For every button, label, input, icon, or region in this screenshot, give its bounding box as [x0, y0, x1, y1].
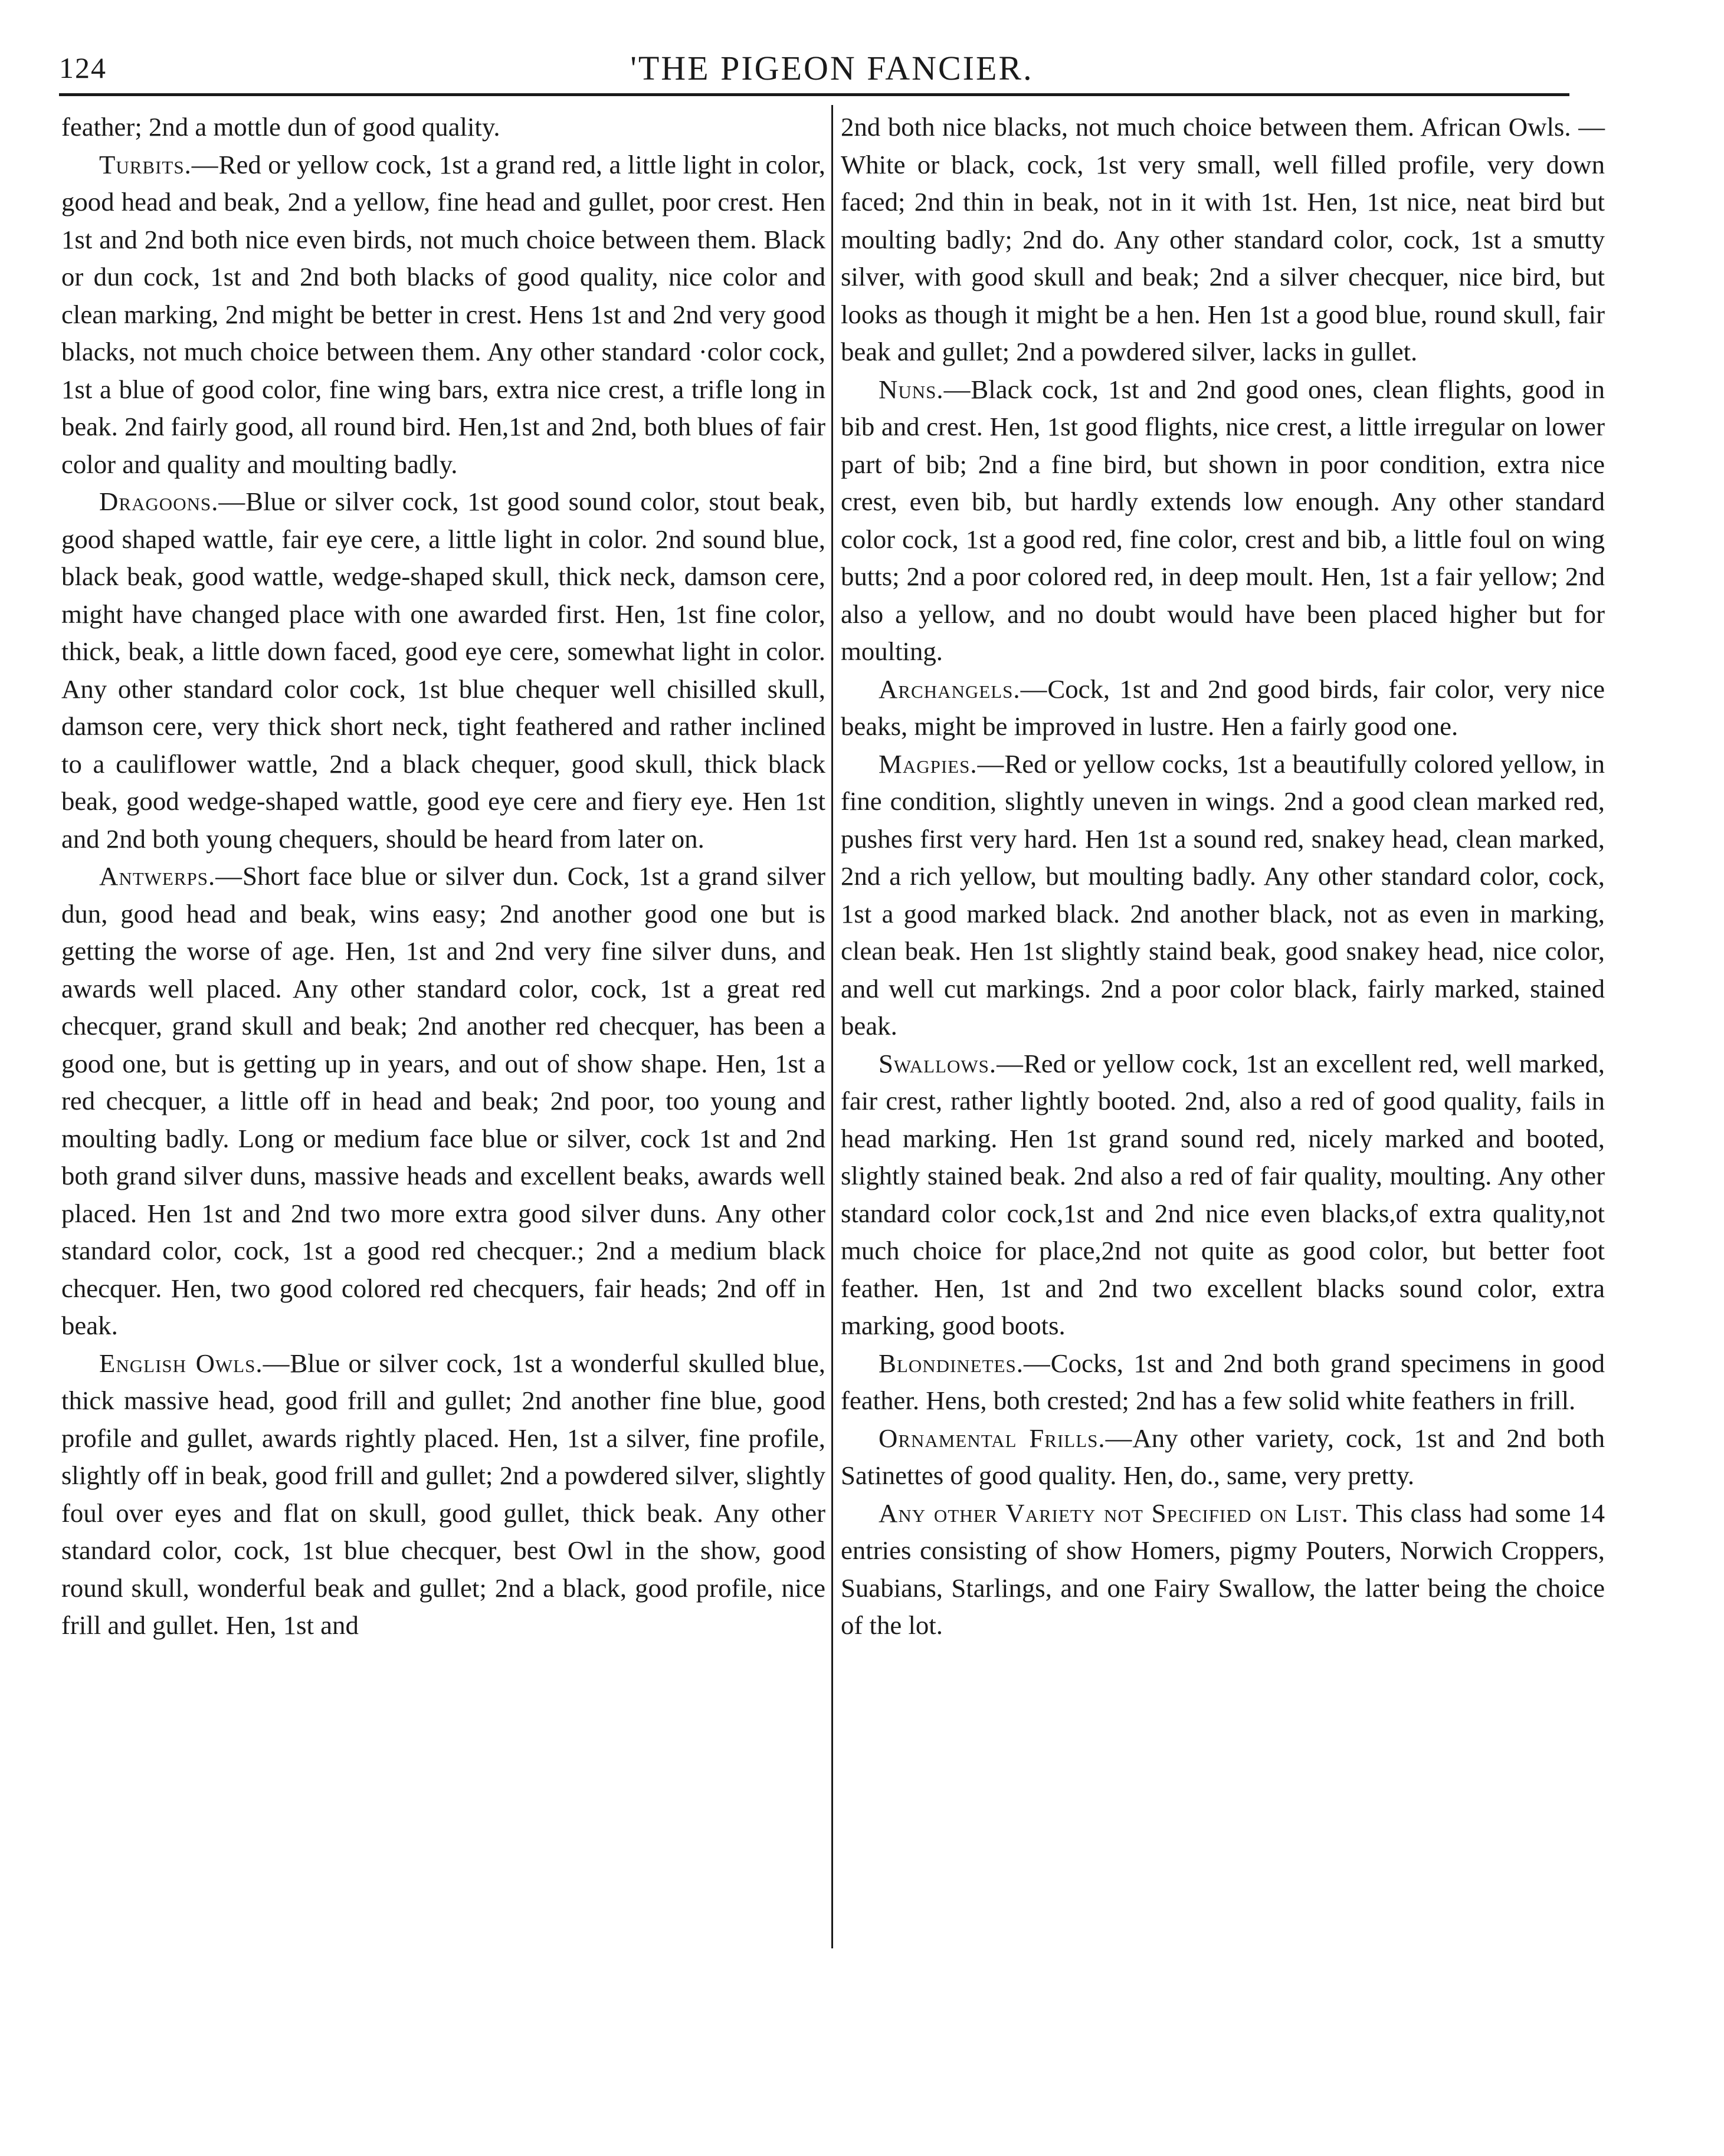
- paragraph-text-african-owls: African Owls. — White or black, cock, 1st very small, well filled profile, very down faced; 2nd thin in beak, not in it with 1st. Hen, 1st nice, neat bird but moulting badly; 2nd do. Any other standard color, cock, 1st a smutty silver, with good skull and beak; 2nd a silver checquer, nice bird, but looks as though it might be a hen. Hen 1st a good blue, round skull, fair beak and gullet; 2nd a powdered silver, lacks in gullet.: [841, 112, 1605, 366]
- paragraph-text: Cock, 1st and 2nd good birds, fair color, very nice beaks, might be improved in lustre. Hen a fairly good one.: [841, 674, 1605, 741]
- paragraph-antwerps: [61, 858, 825, 1345]
- paragraph-english-owls-continuation: [841, 109, 1605, 371]
- section-lead-nuns: Nuns.—: [879, 374, 971, 404]
- paragraph-ornamental-frills: [841, 1420, 1605, 1495]
- section-lead-magpies: Magpies.—: [879, 749, 1005, 779]
- header-rule: [59, 93, 1569, 96]
- section-lead-swallows: Swallows.—: [879, 1048, 1024, 1078]
- page-header: [59, 48, 1605, 96]
- section-lead-any-other-variety: Any other Variety not Specified on List.: [879, 1498, 1349, 1528]
- paragraph-archangels: [841, 671, 1605, 746]
- paragraph-text: This class had some 14 entries consisting of show Homers, pigmy Pouters, Norwich Croppers, Suabians, Starlings, and one Fairy Swallow, the latter being the choice of the lot.: [841, 1498, 1605, 1640]
- paragraph-text: Cocks, 1st and 2nd both grand specimens in good feather. Hens, both crested; 2nd has a few solid white feathers in frill.: [841, 1348, 1605, 1415]
- paragraph-text: Any other variety, cock, 1st and 2nd both Satinettes of good quality. Hen, do., same, very pretty.: [841, 1423, 1605, 1490]
- paragraph-text: Black cock, 1st and 2nd good ones, clean flights, good in bib and crest. Hen, 1st good flights, nice crest, a little irregular on lower part of bib; 2nd a fine bird, but shown in poor condition, extra nice crest, even bib, but hardly extends low enough. Any other standard color cock, 1st a good red, fine color, crest and bib, a little foul on wing butts; 2nd a poor colored red, in deep moult. Hen, 1st a fair yellow; 2nd also a yellow, and no doubt would have been placed higher but for moulting.: [841, 374, 1605, 666]
- section-lead-turbits: Turbits.—: [99, 149, 219, 179]
- section-lead-ornamental-frills: Ornamental Frills.—: [879, 1423, 1133, 1453]
- paragraph-blondinetes: [841, 1345, 1605, 1420]
- column-divider: [831, 105, 833, 1948]
- paragraph-text: Red or yellow cock, 1st an excellent red, well marked, fair crest, rather lightly booted. 2nd, also a red of good quality, fails in head marking. Hen 1st grand sound red, nicely marked and booted, slightly stained beak. 2nd also a red of fair quality, moulting. Any other standard color cock,1st and 2nd nice even blacks,of extra quality,not much choice for place,2nd not quite as good color, but better foot feather. Hen, 1st and 2nd two excellent blacks sound color, extra marking, good boots.: [841, 1048, 1605, 1340]
- paragraph-text: 2nd both nice blacks, not much choice between them.: [841, 112, 1415, 142]
- paragraph-turbits: [61, 146, 825, 484]
- paragraph-english-owls: [61, 1345, 825, 1645]
- section-lead-blondinetes: Blondinetes.—: [879, 1348, 1051, 1378]
- paragraph-swallows: [841, 1045, 1605, 1345]
- running-title: 'THE PIGEON FANCIER.: [630, 49, 1034, 87]
- section-lead-archangels: Archangels.—: [879, 674, 1048, 704]
- right-column: [841, 109, 1605, 1645]
- paragraph-text: Short face blue or silver dun. Cock, 1st a grand silver dun, good head and beak, wins easy; 2nd another good one but is getting the worse of age. Hen, 1st and 2nd very fine silver duns, and awards well placed. Any other standard color, cock, 1st a great red checquer, grand skull and beak; 2nd another red checquer, has been a good one, but is getting up in years, and out of show shape. Hen, 1st a red checquer, a little off in head and beak; 2nd poor, too young and moulting badly. Long or medium face blue or silver, cock 1st and 2nd both grand silver duns, massive heads and excellent beaks, awards well placed. Hen 1st and 2nd two more extra good silver duns. Any other standard color, cock, 1st a good red checquer.; 2nd a medium black checquer. Hen, two good colored red checquers, fair heads; 2nd off in beak.: [61, 861, 825, 1340]
- section-lead-dragoons: Dragoons.—: [99, 487, 246, 516]
- section-lead-antwerps: Antwerps.—: [99, 861, 243, 891]
- section-lead-english-owls: English Owls.—: [99, 1348, 290, 1378]
- paragraph-any-other-variety: [841, 1495, 1605, 1645]
- paragraph-feather-continuation: [61, 109, 825, 146]
- paragraph-text: Blue or silver cock, 1st good sound color, stout beak, good shaped wattle, fair eye cere, a little light in color. 2nd sound blue, black beak, good wattle, wedge-shaped skull, thick neck, damson cere, might have changed place with one awarded first. Hen, 1st fine color, thick, beak, a little down faced, good eye cere, somewhat light in color. Any other standard color cock, 1st blue chequer well chisilled skull, damson cere, very thick short neck, tight feathered and rather inclined to a cauliflower wattle, 2nd a black chequer, good skull, thick black beak, good wedge-shaped wattle, good eye cere and fiery eye. Hen 1st and 2nd both young chequers, should be heard from later on.: [61, 487, 825, 854]
- paragraph-text: Blue or silver cock, 1st a wonderful skulled blue, thick massive head, good frill and gullet; 2nd another fine blue, good profile and gullet, awards rightly placed. Hen, 1st a silver, fine profile, slightly off in beak, good frill and gullet; 2nd a powdered silver, slightly foul over eyes and flat on skull, good gullet, thick beak. Any other standard color, cock, 1st blue checquer, best Owl in the show, good round skull, wonderful beak and gullet; 2nd a black, good profile, nice frill and gullet. Hen, 1st and: [61, 1348, 825, 1640]
- paragraph-nuns: [841, 371, 1605, 671]
- paragraph-magpies: [841, 746, 1605, 1045]
- paragraph-text: Red or yellow cock, 1st a grand red, a little light in color, good head and beak, 2nd a yellow, fine head and gullet, poor crest. Hen 1st and 2nd both nice even birds, not much choice between them. Black or dun cock, 1st and 2nd both blacks of good quality, nice color and clean marking, 2nd might be better in crest. Hens 1st and 2nd very good blacks, not much choice between them. Any other standard ·color cock, 1st a blue of good color, fine wing bars, extra nice crest, a trifle long in beak. 2nd fairly good, all round bird. Hen,1st and 2nd, both blues of fair color and quality and moulting badly.: [61, 149, 825, 479]
- paragraph-text: feather; 2nd a mottle dun of good quality.: [61, 112, 500, 142]
- page-number: 124: [59, 51, 107, 84]
- paragraph-text: Red or yellow cocks, 1st a beautifully colored yellow, in fine condition, slightly uneven in wings. 2nd a good clean marked red, pushes first very hard. Hen 1st a sound red, snakey head, clean marked, 2nd a rich yellow, but moulting badly. Any other standard color, cock, 1st a good marked black. 2nd another black, not as even in marking, clean beak. Hen 1st slightly staind beak, good snakey head, nice color, and well cut markings. 2nd a poor color black, fairly marked, stained beak.: [841, 749, 1605, 1041]
- paragraph-dragoons: [61, 483, 825, 858]
- left-column: [61, 109, 825, 1645]
